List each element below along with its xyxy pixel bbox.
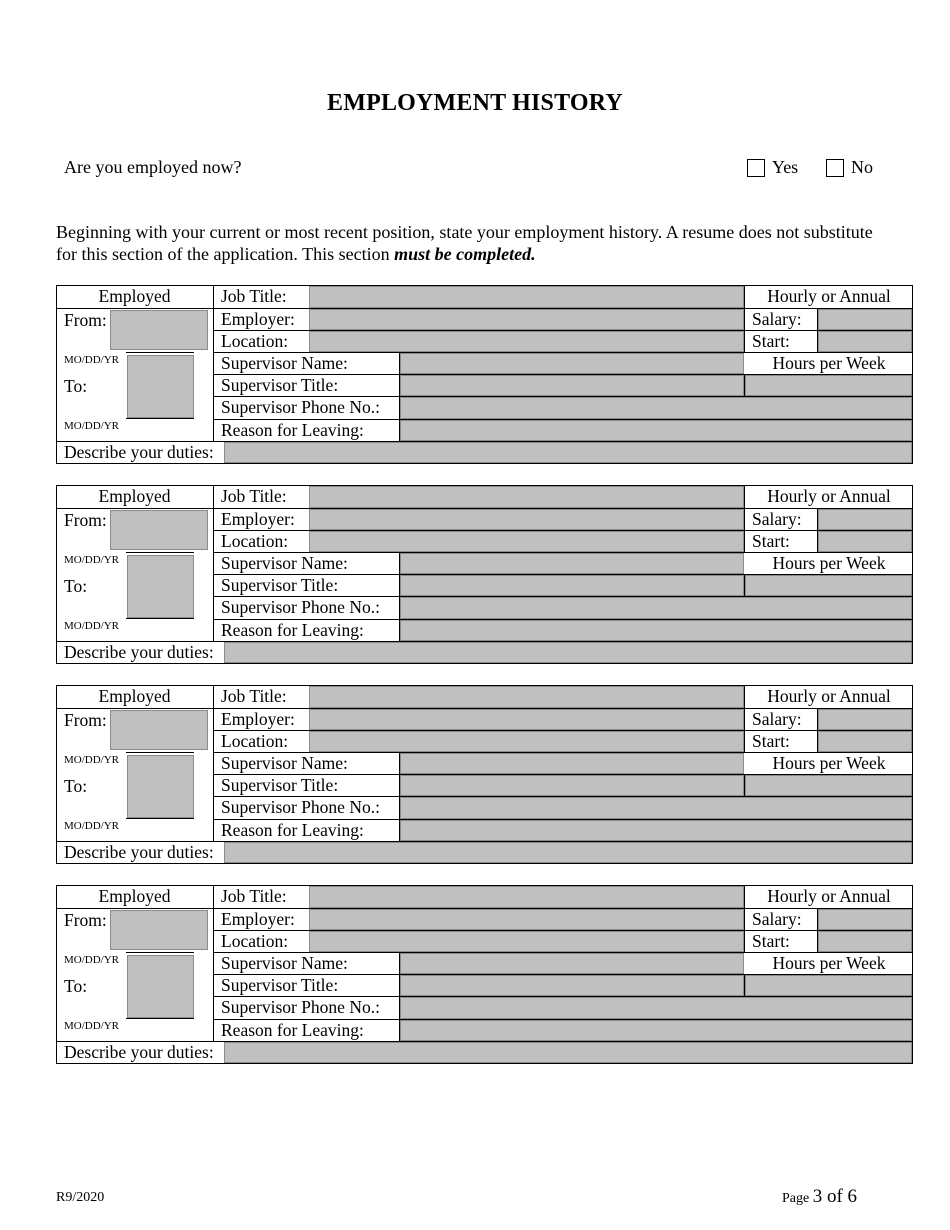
start-label: Start: [752,331,790,351]
from-date-field[interactable] [110,910,208,950]
salary-field[interactable] [818,909,912,930]
supervisor-name-label: Supervisor Name: [221,553,348,573]
hours-per-week-field[interactable] [745,575,912,596]
employer-field[interactable] [309,509,744,530]
start-salary-field[interactable] [818,331,912,352]
supervisor-name-field[interactable] [400,953,744,974]
from-label: From: [64,510,107,530]
salary-field[interactable] [818,309,912,330]
job-title-label: Job Title: [221,286,287,306]
supervisor-phone-field[interactable] [400,397,912,419]
supervisor-title-label: Supervisor Title: [221,975,339,995]
supervisor-title-label: Supervisor Title: [221,375,339,395]
reason-for-leaving-label: Reason for Leaving: [221,420,364,440]
reason-for-leaving-field[interactable] [400,820,912,841]
location-label: Location: [221,931,289,951]
instructions-text: Beginning with your current or most recent position, state your employment history. A resume does not substitute for this section of the application. This section [56,222,873,264]
hourly-or-annual-label: Hourly or Annual [767,886,891,906]
supervisor-phone-label: Supervisor Phone No.: [221,997,380,1017]
employed-label: Employed [98,886,171,906]
describe-duties-label: Describe your duties: [64,642,214,662]
employed-label: Employed [98,486,171,506]
employment-entry-4 [56,885,913,1064]
job-title-field[interactable] [309,886,744,908]
hourly-or-annual-label: Hourly or Annual [767,686,891,706]
from-date-format: MO/DD/YR [64,554,120,566]
page-indicator [782,1186,857,1208]
start-salary-field[interactable] [818,931,912,952]
supervisor-phone-field[interactable] [400,597,912,619]
employment-entry-3 [56,685,913,864]
page-title: EMPLOYMENT HISTORY [327,90,623,116]
supervisor-title-field[interactable] [400,375,744,396]
no-label: No [851,157,873,177]
to-date-format: MO/DD/YR [64,420,120,432]
salary-label: Salary: [752,509,802,529]
start-salary-field[interactable] [818,531,912,552]
location-field[interactable] [309,331,744,352]
to-date-field[interactable] [127,955,194,1018]
location-label: Location: [221,731,289,751]
no-option[interactable] [826,157,873,178]
describe-duties-field[interactable] [224,842,912,863]
employer-field[interactable] [309,709,744,730]
page-number: 3 of 6 [812,1186,858,1207]
from-date-field[interactable] [110,310,208,350]
reason-for-leaving-field[interactable] [400,420,912,441]
employer-field[interactable] [309,909,744,930]
salary-field[interactable] [818,509,912,530]
location-field[interactable] [309,931,744,952]
to-date-field[interactable] [127,755,194,818]
employer-label: Employer: [221,309,295,329]
instructions-emphasis: must be completed. [394,244,536,264]
from-label: From: [64,710,107,730]
yes-option[interactable] [747,157,798,178]
hours-per-week-field[interactable] [745,975,912,996]
hours-per-week-label: Hours per Week [772,953,886,973]
supervisor-title-label: Supervisor Title: [221,575,339,595]
hourly-or-annual-label: Hourly or Annual [767,486,891,506]
supervisor-name-field[interactable] [400,353,744,374]
describe-duties-field[interactable] [224,642,912,663]
employment-entry-1 [56,285,913,464]
hourly-or-annual-label: Hourly or Annual [767,286,891,306]
from-date-format: MO/DD/YR [64,754,120,766]
employer-label: Employer: [221,709,295,729]
reason-for-leaving-label: Reason for Leaving: [221,1020,364,1040]
from-date-field[interactable] [110,510,208,550]
supervisor-name-label: Supervisor Name: [221,953,348,973]
start-label: Start: [752,931,790,951]
supervisor-title-label: Supervisor Title: [221,775,339,795]
to-date-format: MO/DD/YR [64,1020,120,1032]
page-word: Page [782,1191,810,1206]
from-date-format: MO/DD/YR [64,954,120,966]
to-date-format: MO/DD/YR [64,820,120,832]
salary-label: Salary: [752,309,802,329]
supervisor-phone-field[interactable] [400,997,912,1019]
supervisor-title-field[interactable] [400,775,744,796]
to-label: To: [64,976,88,996]
location-field[interactable] [309,731,744,752]
to-date-field[interactable] [127,555,194,618]
supervisor-phone-label: Supervisor Phone No.: [221,397,380,417]
describe-duties-field[interactable] [224,442,912,463]
supervisor-name-label: Supervisor Name: [221,353,348,373]
to-label: To: [64,376,88,396]
supervisor-name-field[interactable] [400,553,744,574]
job-title-field[interactable] [309,686,744,708]
job-title-field[interactable] [309,486,744,508]
reason-for-leaving-label: Reason for Leaving: [221,620,364,640]
employed-label: Employed [98,286,171,306]
location-label: Location: [221,531,289,551]
job-title-field[interactable] [309,286,744,308]
hours-per-week-field[interactable] [745,375,912,396]
employer-field[interactable] [309,309,744,330]
hours-per-week-label: Hours per Week [772,353,886,373]
employer-label: Employer: [221,509,295,529]
from-label: From: [64,910,107,930]
from-label: From: [64,310,107,330]
employer-label: Employer: [221,909,295,929]
no-checkbox[interactable] [826,159,844,177]
supervisor-phone-field[interactable] [400,797,912,819]
job-title-label: Job Title: [221,486,287,506]
hours-per-week-field[interactable] [745,775,912,796]
salary-label: Salary: [752,709,802,729]
start-label: Start: [752,531,790,551]
job-title-label: Job Title: [221,886,287,906]
revision-label: R9/2020 [56,1190,105,1205]
location-label: Location: [221,331,289,351]
supervisor-phone-label: Supervisor Phone No.: [221,597,380,617]
hours-per-week-label: Hours per Week [772,753,886,773]
reason-for-leaving-field[interactable] [400,620,912,641]
from-date-format: MO/DD/YR [64,354,120,366]
supervisor-name-field[interactable] [400,753,744,774]
describe-duties-label: Describe your duties: [64,1042,214,1062]
employed-label: Employed [98,686,171,706]
location-field[interactable] [309,531,744,552]
to-date-field[interactable] [127,355,194,418]
describe-duties-label: Describe your duties: [64,842,214,862]
to-label: To: [64,576,88,596]
salary-field[interactable] [818,709,912,730]
salary-label: Salary: [752,909,802,929]
supervisor-title-field[interactable] [400,975,744,996]
supervisor-title-field[interactable] [400,575,744,596]
supervisor-name-label: Supervisor Name: [221,753,348,773]
employed-now-question: Are you employed now? [64,157,242,177]
start-label: Start: [752,731,790,751]
describe-duties-label: Describe your duties: [64,442,214,462]
employment-entry-2 [56,485,913,664]
job-title-label: Job Title: [221,686,287,706]
reason-for-leaving-label: Reason for Leaving: [221,820,364,840]
instructions [56,221,886,265]
start-salary-field[interactable] [818,731,912,752]
yes-checkbox[interactable] [747,159,765,177]
to-label: To: [64,776,88,796]
describe-duties-field[interactable] [224,1042,912,1063]
reason-for-leaving-field[interactable] [400,1020,912,1041]
from-date-field[interactable] [110,710,208,750]
yes-label: Yes [772,157,799,177]
hours-per-week-label: Hours per Week [772,553,886,573]
to-date-format: MO/DD/YR [64,620,120,632]
supervisor-phone-label: Supervisor Phone No.: [221,797,380,817]
